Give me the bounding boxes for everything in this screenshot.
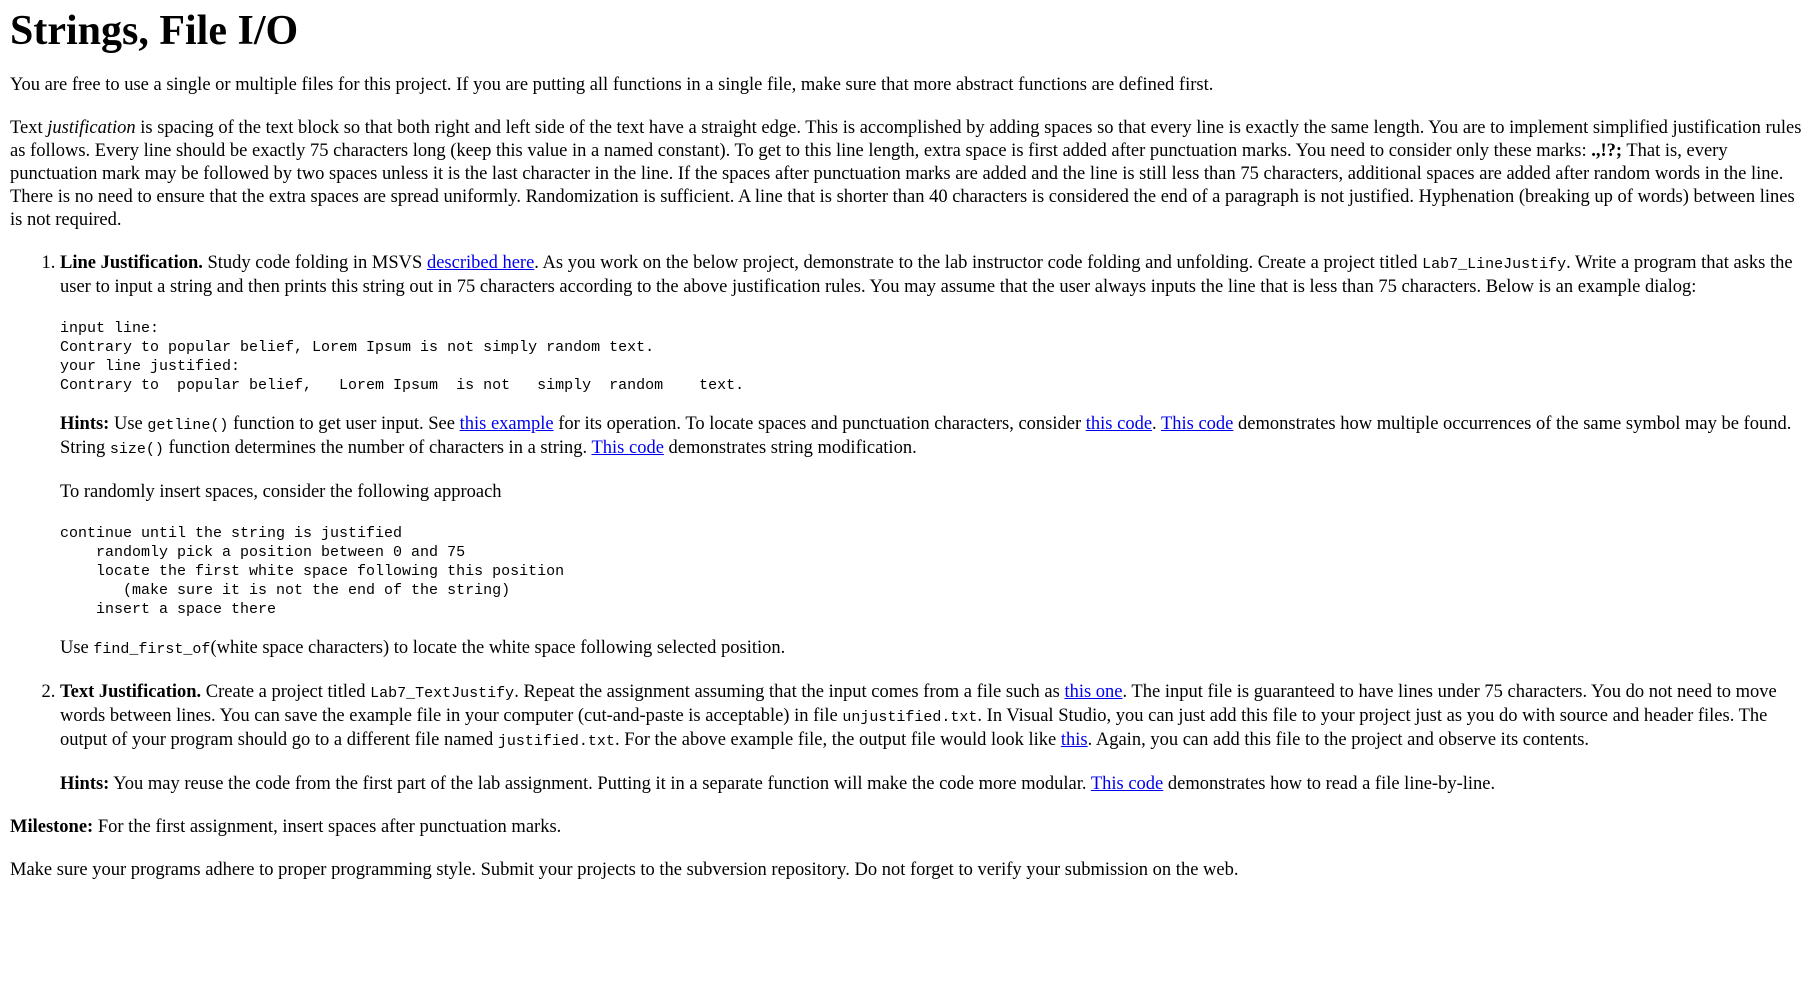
line-justification-heading: Line Justification. (60, 253, 203, 273)
find-first-of-paragraph (60, 637, 1810, 661)
page-title: Strings, File I/O (10, 8, 299, 54)
list-item-line-justification (60, 252, 1810, 661)
this-one-link[interactable]: this one (1064, 682, 1123, 702)
closing-paragraph (10, 859, 1810, 882)
justified-filename: justified.txt (497, 733, 615, 750)
this-output-link[interactable]: this (1060, 730, 1088, 750)
justification-paragraph (10, 117, 1810, 232)
project-name-line-justify: Lab7_LineJustify (1422, 256, 1567, 273)
project-name-text-justify: Lab7_TextJustify (370, 685, 515, 702)
item1-text-1: Study code folding in MSVS (202, 253, 427, 273)
use-text-2: (white space characters) to locate the white space following selected position. (210, 638, 786, 658)
hint-text-7: demonstrates string modification. (663, 438, 917, 458)
item1-text-2: . As you work on the below project, demonstrate to the lab instructor code folding and unfolding. Create a project titled (534, 253, 1423, 273)
hints-label: Hints: (60, 414, 110, 434)
hints-label: Hints: (60, 774, 110, 794)
item1-text-3: . Write a program that asks the user to input a string and then prints this string out in 75 characters according to the above justification rules. You may assume that the user always inputs the line that is less than 75 characters. Below is an example dialog: (60, 253, 1793, 297)
closing-text: Make sure your programs adhere to proper programming style. Submit your projects to the subversion repository. Do not forget to verify your submission on the web. (10, 860, 1239, 880)
pseudocode-block: continue until the string is justified randomly pick a position between 0 and 75 locate the first white space following this position (make sure it is not the end of the string) insert a space there (60, 525, 565, 618)
punctuation-marks: .,!?; (1591, 141, 1623, 161)
item2-text-3: . The input file is guaranteed to have lines under 75 characters. You do not need to move words between lines. You can save the example file in your computer (cut-and-paste is acceptable) in file (60, 682, 1777, 726)
this-code-occurrences-link[interactable]: This code (1160, 414, 1234, 434)
item1-hints-paragraph (60, 413, 1810, 461)
justification-text-1: Text (10, 118, 48, 138)
line-justification-paragraph (60, 252, 1810, 299)
example-dialog: input line: Contrary to popular belief, Lorem Ipsum is not simply random text. your line justified: Contrary to popular belief, Lorem Ipsum is not simply random text. (60, 320, 745, 394)
size-code: size() (109, 441, 164, 458)
item2-text-4: . In Visual Studio, you can just add this file to your project just as you do with source and header files. The output of your program should go to a different file named (60, 706, 1768, 750)
find-first-of-code: find_first_of (93, 641, 211, 658)
milestone-text: For the first assignment, insert spaces after punctuation marks. (93, 817, 562, 837)
hint2-text-2: demonstrates how to read a file line-by-line. (1163, 774, 1496, 794)
justification-text-3: That is, every punctuation mark may be followed by two spaces unless it is the last character in the line. If the spaces after punctuation marks are added and the line is still less than 75 characters, additional spaces are added after random words in the line. There is no need to ensure that the extra spaces are spread uniformly. Randomization is sufficient. A line that is shorter than 40 characters is considered the end of a paragraph is not justified. Hyphenation (breaking up of words) between lines is not required. (10, 141, 1795, 230)
intro-text: You are free to use a single or multiple files for this project. If you are putting all functions in a single file, make sure that more abstract functions are defined first. (10, 75, 1214, 95)
document-page (0, 8, 1820, 882)
hint-text-3: for its operation. To locate spaces and punctuation characters, consider (553, 414, 1086, 434)
random-insert-intro (60, 481, 1810, 504)
hint-text-2: function to get user input. See (228, 414, 460, 434)
milestone-paragraph (10, 816, 1810, 839)
list-item-text-justification (60, 681, 1810, 796)
random-insert-text: To randomly insert spaces, consider the following approach (60, 482, 502, 502)
hint2-text-1: You may reuse the code from the first part of the lab assignment. Putting it in a separate function will make the code more modular. (109, 774, 1091, 794)
hint-text-6: function determines the number of characters in a string. (163, 438, 592, 458)
item2-hints-paragraph (60, 773, 1810, 796)
assignment-list (10, 252, 1810, 796)
item2-text-6: . Again, you can add this file to the project and observe its contents. (1087, 730, 1590, 750)
hint-text-5: demonstrates how multiple occurrences of the same symbol may be found. String (60, 414, 1792, 458)
text-justification-paragraph (60, 681, 1810, 753)
hint-text-1: Use (109, 414, 148, 434)
this-code-modification-link[interactable]: This code (591, 438, 664, 458)
hint-text-4: . (1152, 414, 1161, 434)
unjustified-filename: unjustified.txt (842, 709, 978, 726)
item2-text-5: . For the above example file, the output file would look like (614, 730, 1061, 750)
getline-code: getline() (147, 417, 229, 434)
item2-text-1: Create a project titled (201, 682, 371, 702)
text-justification-heading: Text Justification. (60, 682, 202, 702)
milestone-label: Milestone: (10, 817, 94, 837)
described-here-link[interactable]: described here (426, 253, 535, 273)
justification-term: justification (47, 118, 136, 138)
this-code-link[interactable]: this code (1085, 414, 1153, 434)
item2-text-2: . Repeat the assignment assuming that the input comes from a file such as (514, 682, 1065, 702)
read-file-code-link[interactable]: This code (1090, 774, 1164, 794)
intro-paragraph (10, 74, 1810, 97)
use-text-1: Use (60, 638, 94, 658)
this-example-link[interactable]: this example (459, 414, 554, 434)
justification-text-2: is spacing of the text block so that both right and left side of the text have a straight edge. This is accomplished by adding spaces so that every line is exactly the same length. You are to implement simplified justification rules as follows. Every line should be exactly 75 characters long (keep this value in a named constant). To get to this line length, extra space is first added after punctuation marks. You need to consider only these marks: (10, 118, 1802, 161)
